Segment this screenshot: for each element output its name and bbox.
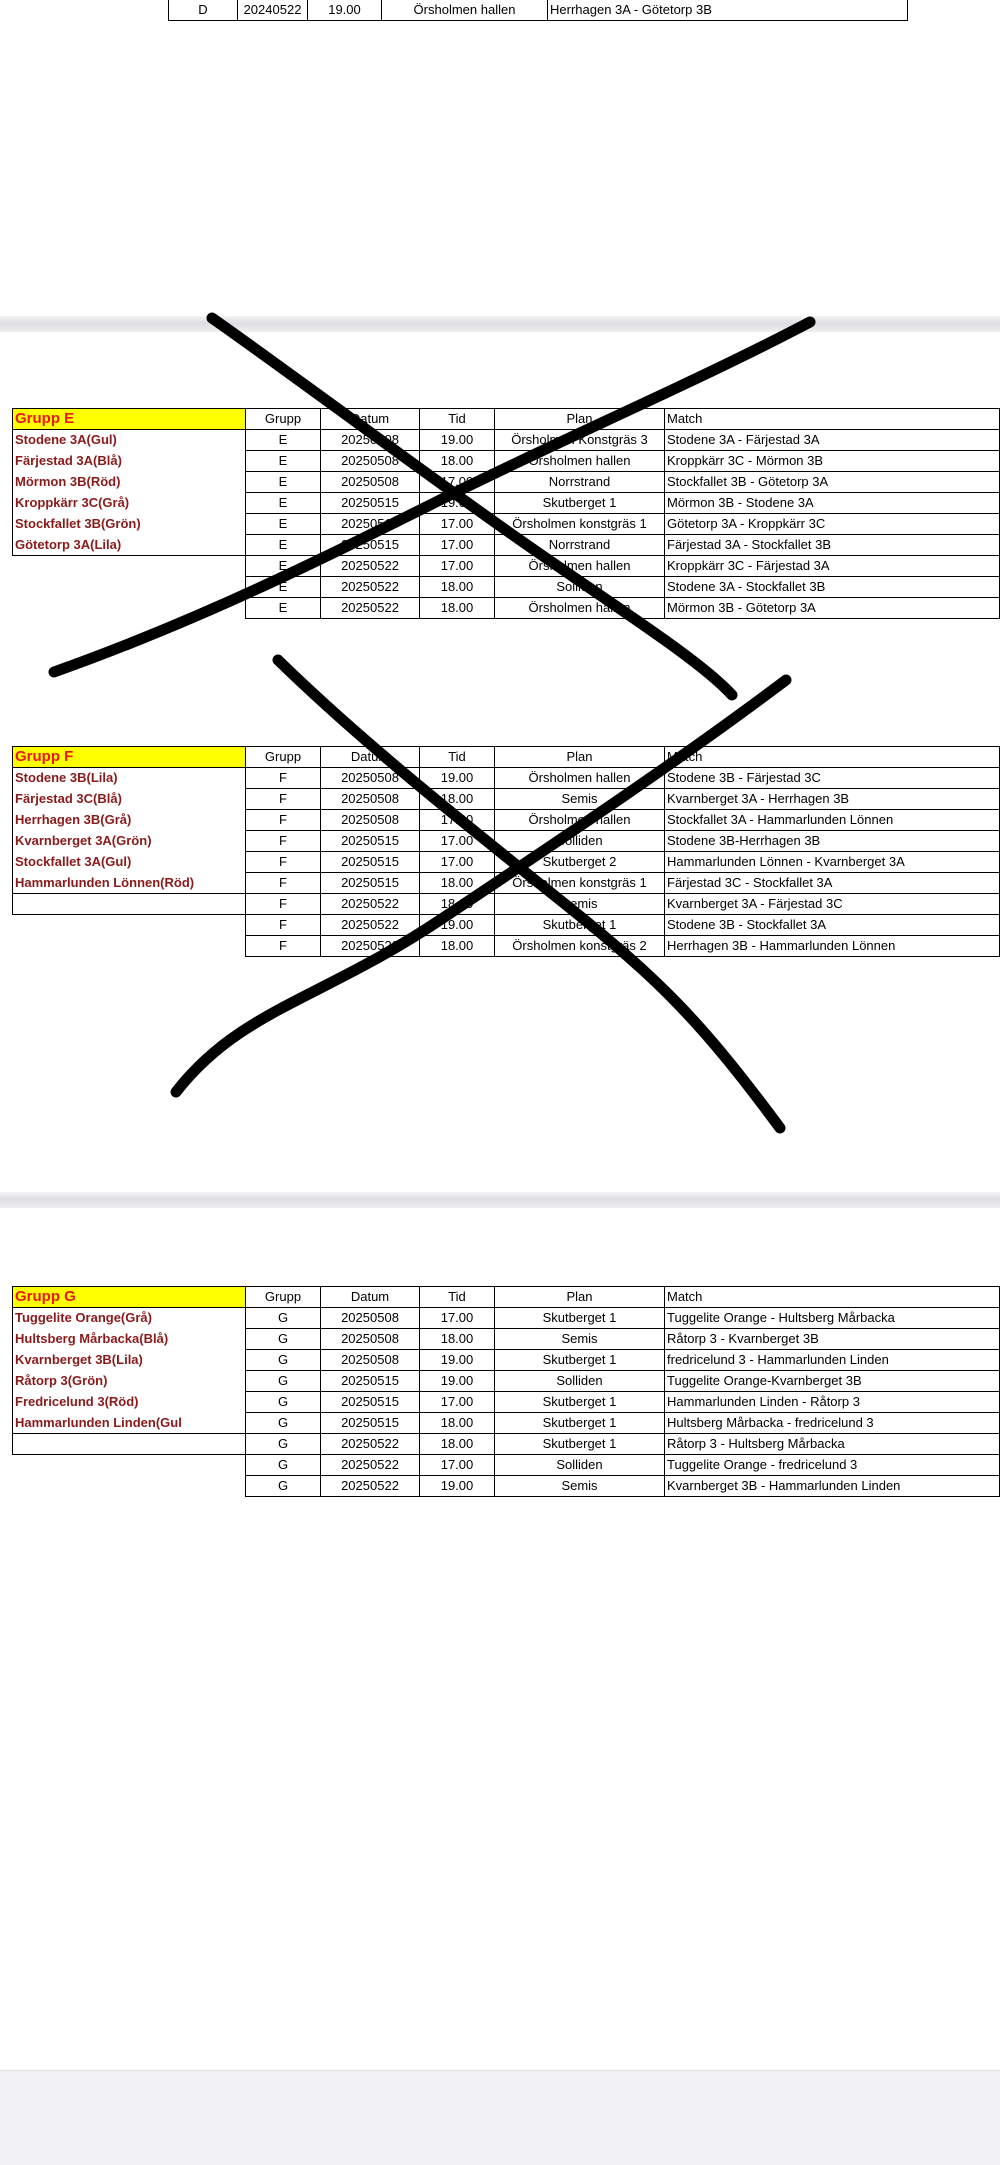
cell-grupp: G bbox=[246, 1413, 321, 1434]
cell-grupp: G bbox=[246, 1329, 321, 1350]
cell-match: Stodene 3A - Stockfallet 3B bbox=[665, 577, 1000, 598]
team-label: Färjestad 3A(Blå) bbox=[13, 451, 246, 472]
cell-tid: 19.00 bbox=[420, 430, 495, 451]
cell-plan: Semis bbox=[495, 789, 665, 810]
cell-plan: Skutberget 1 bbox=[495, 1434, 665, 1455]
cell-match: Råtorp 3 - Kvarnberget 3B bbox=[665, 1329, 1000, 1350]
team-label bbox=[13, 1455, 246, 1476]
table-row bbox=[169, 0, 908, 21]
cell-datum: 20250508 bbox=[321, 451, 420, 472]
cell-match: Kvarnberget 3B - Hammarlunden Linden bbox=[665, 1476, 1000, 1497]
cell-plan: Skutberget 2 bbox=[495, 852, 665, 873]
cell-datum: 20250515 bbox=[321, 535, 420, 556]
table-row bbox=[13, 1476, 1000, 1497]
team-label: Kvarnberget 3B(Lila) bbox=[13, 1350, 246, 1371]
cell-grupp: E bbox=[246, 451, 321, 472]
team-label: Tuggelite Orange(Grå) bbox=[13, 1308, 246, 1329]
table-row bbox=[13, 810, 1000, 831]
cell-grupp: F bbox=[246, 831, 321, 852]
column-header: Grupp bbox=[246, 1287, 321, 1308]
cell-tid: 18.00 bbox=[420, 873, 495, 894]
table-row bbox=[13, 768, 1000, 789]
cell-plan: Norrstrand bbox=[495, 472, 665, 493]
cell-tid: 17.00 bbox=[420, 514, 495, 535]
cell-datum: 20250515 bbox=[321, 1371, 420, 1392]
cell-tid: 18.00 bbox=[420, 894, 495, 915]
cell-datum: 20250522 bbox=[321, 556, 420, 577]
cell-grupp: G bbox=[246, 1371, 321, 1392]
cell-tid: 17.00 bbox=[420, 1308, 495, 1329]
cell-grupp: G bbox=[246, 1476, 321, 1497]
team-label: Fredricelund 3(Röd) bbox=[13, 1392, 246, 1413]
table-row bbox=[13, 936, 1000, 957]
cell-plan: Semis bbox=[495, 894, 665, 915]
cell-tid: 17.00 bbox=[420, 852, 495, 873]
cell-grupp: F bbox=[246, 915, 321, 936]
cell-plan: Skutberget 1 bbox=[495, 1413, 665, 1434]
cell-grupp: F bbox=[246, 894, 321, 915]
table-row bbox=[13, 1434, 1000, 1455]
cell-grupp: E bbox=[246, 472, 321, 493]
group-title: Grupp E bbox=[13, 409, 246, 430]
cell-plan: Örsholmen hallen bbox=[495, 451, 665, 472]
table-row bbox=[13, 852, 1000, 873]
cell-grupp: E bbox=[246, 493, 321, 514]
cell-grupp: G bbox=[246, 1434, 321, 1455]
table-row bbox=[13, 514, 1000, 535]
column-header: Datum bbox=[321, 1287, 420, 1308]
cell-plan: Örsholmen konstgräs 2 bbox=[495, 936, 665, 957]
cell-plan: Skutberget 1 bbox=[495, 1392, 665, 1413]
cell-match: Mörmon 3B - Götetorp 3A bbox=[665, 598, 1000, 619]
team-label bbox=[13, 577, 246, 598]
column-header: Tid bbox=[420, 747, 495, 768]
cell-match: Tuggelite Orange-Kvarnberget 3B bbox=[665, 1371, 1000, 1392]
cell-grupp: E bbox=[246, 535, 321, 556]
cell-match: Stodene 3A - Färjestad 3A bbox=[665, 430, 1000, 451]
cell-datum: 20250508 bbox=[321, 1329, 420, 1350]
table-row bbox=[13, 577, 1000, 598]
cell-datum: 20250508 bbox=[321, 768, 420, 789]
cell-match: Stockfallet 3A - Hammarlunden Lönnen bbox=[665, 810, 1000, 831]
page-break bbox=[0, 1192, 1000, 1208]
cell-grupp: G bbox=[246, 1308, 321, 1329]
cell-datum: 20250522 bbox=[321, 577, 420, 598]
cell-match: Tuggelite Orange - fredricelund 3 bbox=[665, 1455, 1000, 1476]
table-row bbox=[13, 451, 1000, 472]
column-header: Plan bbox=[495, 409, 665, 430]
cell-grupp: E bbox=[246, 514, 321, 535]
cell-match: Herrhagen 3B - Hammarlunden Lönnen bbox=[665, 936, 1000, 957]
team-label: Götetorp 3A(Lila) bbox=[13, 535, 246, 556]
table-row bbox=[13, 493, 1000, 514]
cell-match: Råtorp 3 - Hultsberg Mårbacka bbox=[665, 1434, 1000, 1455]
team-label: Stockfallet 3A(Gul) bbox=[13, 852, 246, 873]
table-header-row bbox=[13, 747, 1000, 768]
table-row bbox=[13, 894, 1000, 915]
team-label: Kvarnberget 3A(Grön) bbox=[13, 831, 246, 852]
cell-plan: Norrstrand bbox=[495, 535, 665, 556]
team-label bbox=[13, 894, 246, 915]
team-label bbox=[13, 936, 246, 957]
cell-match: Tuggelite Orange - Hultsberg Mårbacka bbox=[665, 1308, 1000, 1329]
cell-plan: Skutberget 1 bbox=[495, 1308, 665, 1329]
column-header: Datum bbox=[321, 409, 420, 430]
cell-match: fredricelund 3 - Hammarlunden Linden bbox=[665, 1350, 1000, 1371]
cell-tid: 18.00 bbox=[420, 1434, 495, 1455]
cell-plan: Örsholmen hallen bbox=[495, 556, 665, 577]
page-footer-band bbox=[0, 2070, 1000, 2165]
cell-tid: 17.00 bbox=[420, 535, 495, 556]
cell-datum: 20250522 bbox=[321, 598, 420, 619]
cell-tid: 17.00 bbox=[420, 1455, 495, 1476]
cell-grupp: F bbox=[246, 789, 321, 810]
cell-tid: 19.00 bbox=[420, 1476, 495, 1497]
cell-datum: 20250515 bbox=[321, 493, 420, 514]
cell-grupp: F bbox=[246, 936, 321, 957]
cell-plan: Solliden bbox=[495, 831, 665, 852]
cell-datum: 20250508 bbox=[321, 472, 420, 493]
cell-plan: Örsholmen konstgräs 1 bbox=[495, 514, 665, 535]
column-header: Match bbox=[665, 409, 1000, 430]
cell-datum: 20250515 bbox=[321, 1392, 420, 1413]
team-label bbox=[13, 556, 246, 577]
cell-datum: 20250508 bbox=[321, 1308, 420, 1329]
cell-match: Stockfallet 3B - Götetorp 3A bbox=[665, 472, 1000, 493]
table-row bbox=[13, 1350, 1000, 1371]
cell-tid: 18.00 bbox=[420, 577, 495, 598]
cell-tid: 19.00 bbox=[308, 0, 382, 21]
table-row bbox=[13, 789, 1000, 810]
cell-tid: 19.00 bbox=[420, 915, 495, 936]
cell-match: Hammarlunden Linden - Råtorp 3 bbox=[665, 1392, 1000, 1413]
cell-match: Kroppkärr 3C - Mörmon 3B bbox=[665, 451, 1000, 472]
cell-grupp: F bbox=[246, 810, 321, 831]
page-break bbox=[0, 316, 1000, 332]
cell-grupp: E bbox=[246, 577, 321, 598]
group-title: Grupp G bbox=[13, 1287, 246, 1308]
cell-tid: 18.00 bbox=[420, 451, 495, 472]
table-row bbox=[13, 472, 1000, 493]
cell-match: Kroppkärr 3C - Färjestad 3A bbox=[665, 556, 1000, 577]
cell-tid: 19.00 bbox=[420, 1350, 495, 1371]
previous-page-row bbox=[168, 0, 908, 21]
cell-tid: 18.00 bbox=[420, 789, 495, 810]
cell-datum: 20250522 bbox=[321, 936, 420, 957]
table-row bbox=[13, 1371, 1000, 1392]
cell-plan: Örsholmen Konstgräs 3 bbox=[495, 430, 665, 451]
cell-tid: 18.00 bbox=[420, 936, 495, 957]
table-row bbox=[13, 1392, 1000, 1413]
cell-grupp: E bbox=[246, 556, 321, 577]
cell-grupp: E bbox=[246, 598, 321, 619]
cell-plan: Örsholmen hallen bbox=[382, 0, 548, 21]
team-label: Herrhagen 3B(Grå) bbox=[13, 810, 246, 831]
table-row bbox=[13, 556, 1000, 577]
table-row bbox=[13, 430, 1000, 451]
table-row bbox=[13, 831, 1000, 852]
cell-grupp: F bbox=[246, 873, 321, 894]
cell-match: Götetorp 3A - Kroppkärr 3C bbox=[665, 514, 1000, 535]
cell-plan: Solliden bbox=[495, 1371, 665, 1392]
team-label: Mörmon 3B(Röd) bbox=[13, 472, 246, 493]
team-label bbox=[13, 598, 246, 619]
cell-grupp: F bbox=[246, 768, 321, 789]
table-header-row bbox=[13, 1287, 1000, 1308]
cell-match: Herrhagen 3A - Götetorp 3B bbox=[548, 0, 908, 21]
cell-match: Hammarlunden Lönnen - Kvarnberget 3A bbox=[665, 852, 1000, 873]
column-header: Match bbox=[665, 1287, 1000, 1308]
cell-plan: Örsholmen hallen bbox=[495, 810, 665, 831]
team-label: Hammarlunden Linden(Gul bbox=[13, 1413, 246, 1434]
table-row bbox=[13, 1413, 1000, 1434]
cell-match: Hultsberg Mårbacka - fredricelund 3 bbox=[665, 1413, 1000, 1434]
cell-match: Kvarnberget 3A - Herrhagen 3B bbox=[665, 789, 1000, 810]
cell-datum: 20250508 bbox=[321, 430, 420, 451]
column-header: Plan bbox=[495, 747, 665, 768]
cell-datum: 20240522 bbox=[238, 0, 308, 21]
cell-tid: 17.00 bbox=[420, 810, 495, 831]
team-label: Hammarlunden Lönnen(Röd) bbox=[13, 873, 246, 894]
cell-datum: 20250522 bbox=[321, 915, 420, 936]
cell-tid: 17.00 bbox=[420, 1392, 495, 1413]
cell-plan: Skutberget 1 bbox=[495, 493, 665, 514]
cell-match: Färjestad 3A - Stockfallet 3B bbox=[665, 535, 1000, 556]
cell-grupp: G bbox=[246, 1350, 321, 1371]
cell-datum: 20250515 bbox=[321, 873, 420, 894]
cell-plan: Semis bbox=[495, 1329, 665, 1350]
cell-datum: 20250515 bbox=[321, 514, 420, 535]
table-row bbox=[13, 915, 1000, 936]
cell-grupp: F bbox=[246, 852, 321, 873]
cell-tid: 17.00 bbox=[420, 472, 495, 493]
cell-plan: Solliden bbox=[495, 577, 665, 598]
cell-datum: 20250515 bbox=[321, 1413, 420, 1434]
cell-plan: Örsholmen konstgräs 1 bbox=[495, 873, 665, 894]
cell-match: Stodene 3B - Färjestad 3C bbox=[665, 768, 1000, 789]
table-row bbox=[13, 873, 1000, 894]
cell-plan: Skutberget 1 bbox=[495, 1350, 665, 1371]
cell-match: Färjestad 3C - Stockfallet 3A bbox=[665, 873, 1000, 894]
team-label: Råtorp 3(Grön) bbox=[13, 1371, 246, 1392]
column-header: Tid bbox=[420, 1287, 495, 1308]
cell-datum: 20250515 bbox=[321, 852, 420, 873]
cell-datum: 20250522 bbox=[321, 1476, 420, 1497]
cell-tid: 18.00 bbox=[420, 1413, 495, 1434]
group-title: Grupp F bbox=[13, 747, 246, 768]
cell-grupp: G bbox=[246, 1392, 321, 1413]
cell-match: Mörmon 3B - Stodene 3A bbox=[665, 493, 1000, 514]
cell-grupp: D bbox=[169, 0, 238, 21]
team-label: Stodene 3B(Lila) bbox=[13, 768, 246, 789]
team-label: Stodene 3A(Gul) bbox=[13, 430, 246, 451]
column-header: Datum bbox=[321, 747, 420, 768]
team-label: Hultsberg Mårbacka(Blå) bbox=[13, 1329, 246, 1350]
cell-datum: 20250508 bbox=[321, 810, 420, 831]
team-label: Kroppkärr 3C(Grå) bbox=[13, 493, 246, 514]
cell-datum: 20250508 bbox=[321, 789, 420, 810]
cell-grupp: G bbox=[246, 1455, 321, 1476]
team-label bbox=[13, 1476, 246, 1497]
cell-datum: 20250508 bbox=[321, 1350, 420, 1371]
cell-plan: Örsholmen hallen bbox=[495, 768, 665, 789]
cell-match: Kvarnberget 3A - Färjestad 3C bbox=[665, 894, 1000, 915]
column-header: Plan bbox=[495, 1287, 665, 1308]
cell-plan: Skutberget 1 bbox=[495, 915, 665, 936]
cell-tid: 18.00 bbox=[420, 598, 495, 619]
team-label bbox=[13, 915, 246, 936]
cell-match: Stodene 3B-Herrhagen 3B bbox=[665, 831, 1000, 852]
cell-tid: 19.00 bbox=[420, 493, 495, 514]
cell-datum: 20250522 bbox=[321, 1455, 420, 1476]
column-header: Grupp bbox=[246, 747, 321, 768]
cell-datum: 20250522 bbox=[321, 1434, 420, 1455]
cell-tid: 19.00 bbox=[420, 1371, 495, 1392]
table-row bbox=[13, 598, 1000, 619]
column-header: Match bbox=[665, 747, 1000, 768]
cell-datum: 20250515 bbox=[321, 831, 420, 852]
group-e-table bbox=[12, 408, 1000, 619]
cell-plan: Semis bbox=[495, 1476, 665, 1497]
group-g-table bbox=[12, 1286, 1000, 1497]
table-row bbox=[13, 1455, 1000, 1476]
cell-plan: Örsholmen hallen bbox=[495, 598, 665, 619]
cell-plan: Solliden bbox=[495, 1455, 665, 1476]
cell-tid: 18.00 bbox=[420, 1329, 495, 1350]
team-label: Färjestad 3C(Blå) bbox=[13, 789, 246, 810]
column-header: Grupp bbox=[246, 409, 321, 430]
table-row bbox=[13, 1308, 1000, 1329]
table-row bbox=[13, 535, 1000, 556]
column-header: Tid bbox=[420, 409, 495, 430]
table-row bbox=[13, 1329, 1000, 1350]
table-header-row bbox=[13, 409, 1000, 430]
group-f-table bbox=[12, 746, 1000, 957]
cell-tid: 19.00 bbox=[420, 768, 495, 789]
team-label: Stockfallet 3B(Grön) bbox=[13, 514, 246, 535]
cell-tid: 17.00 bbox=[420, 831, 495, 852]
cell-match: Stodene 3B - Stockfallet 3A bbox=[665, 915, 1000, 936]
cell-grupp: E bbox=[246, 430, 321, 451]
team-label bbox=[13, 1434, 246, 1455]
cell-tid: 17.00 bbox=[420, 556, 495, 577]
cell-datum: 20250522 bbox=[321, 894, 420, 915]
